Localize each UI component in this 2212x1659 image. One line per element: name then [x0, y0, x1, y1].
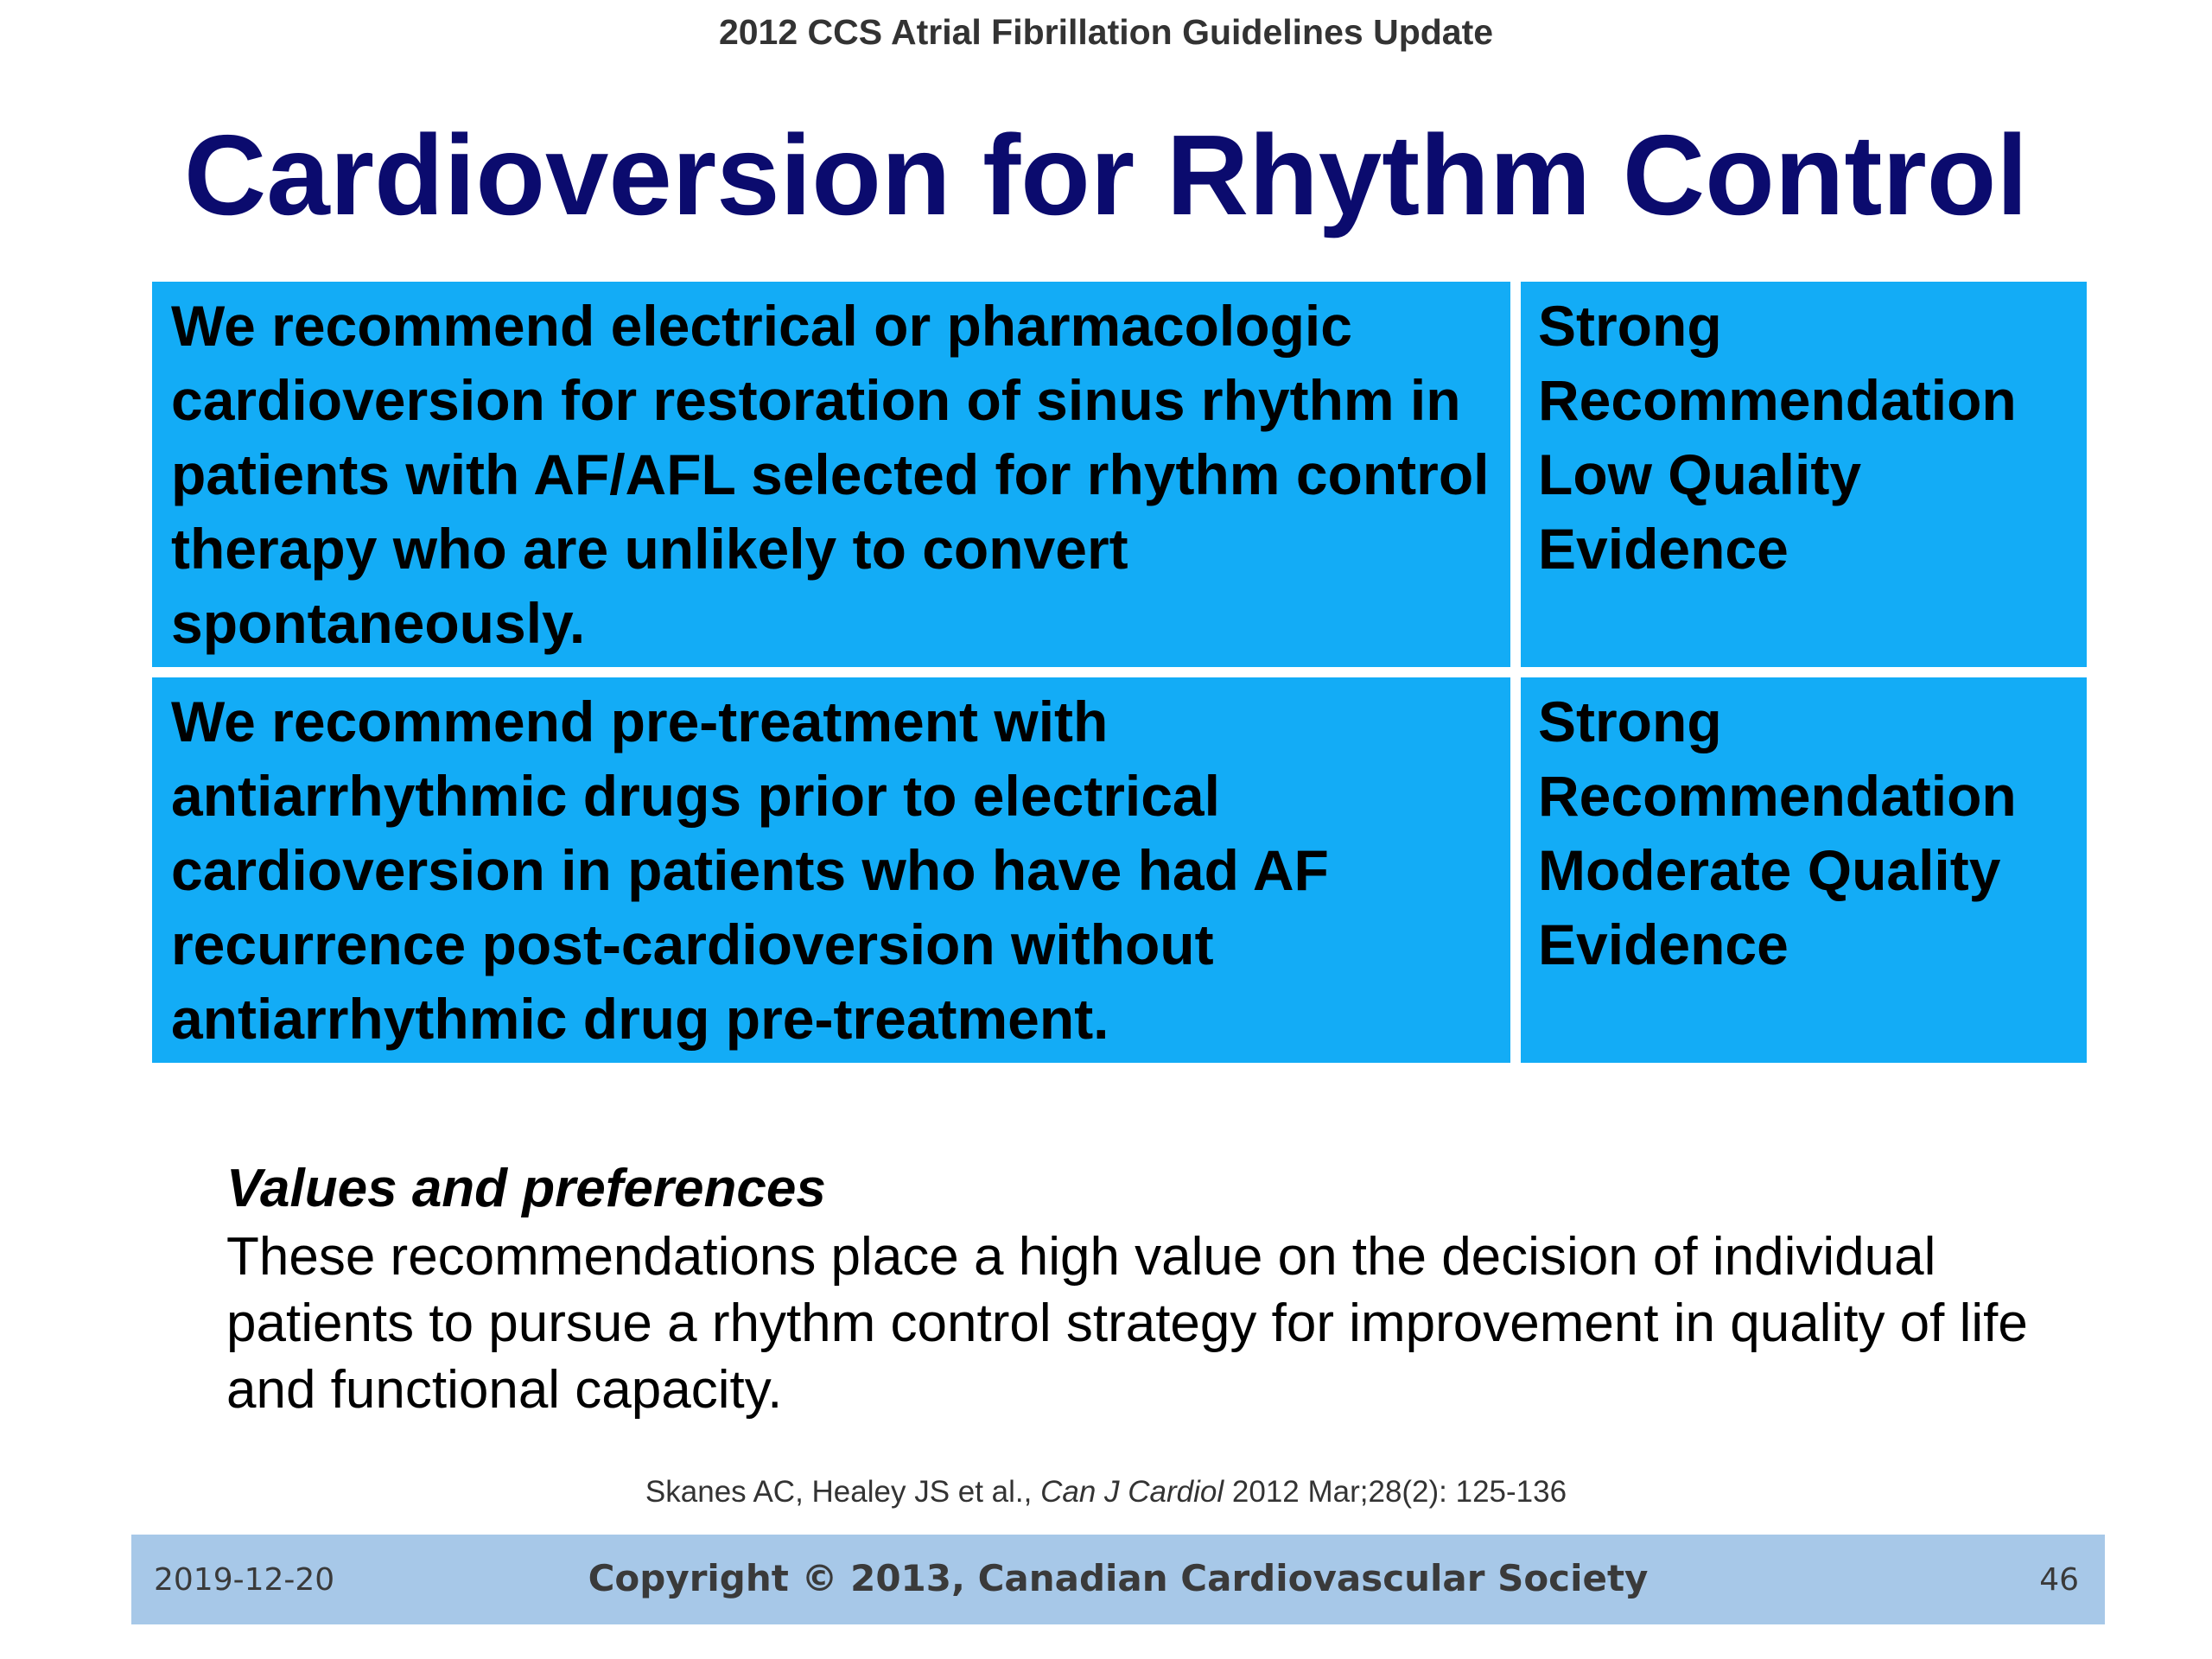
footer-bar — [131, 1535, 2105, 1624]
recommendation-text: We recommend electrical or pharmacologic cardioversion for restoration of sinus rhythm in patients with AF/AFL selected for rhythm control therapy who are unlikely to convert spontaneously. — [152, 282, 1510, 667]
recommendations-table — [152, 282, 2087, 1073]
recommendation-text: We recommend pre-treatment with antiarrhythmic drugs prior to electrical cardioversion in patients who have had AF recurrence post-cardioversion without antiarrhythmic drug pre-treatment. — [152, 677, 1510, 1063]
slide-header: 2012 CCS Atrial Fibrillation Guidelines Update — [718, 12, 1494, 52]
recommendation-grade — [1521, 282, 2087, 667]
recommendation-row — [152, 282, 2087, 667]
recommendation-row — [152, 677, 2087, 1063]
values-and-preferences — [226, 1154, 2093, 1423]
grade-quality: Low Quality — [1538, 442, 1862, 506]
page-number: 46 — [2039, 1562, 2079, 1598]
grade-strength-label: Recommendation — [1538, 764, 2017, 828]
citation-details: 2012 Mar;28(2): 125-136 — [1231, 1475, 1567, 1509]
grade-evidence-label: Evidence — [1538, 912, 1789, 976]
values-body: These recommendations place a high value on the decision of individual patients to pursue a rhythm control strategy for improvement in quality of life and functional capacity. — [226, 1227, 2028, 1420]
footer-date: 2019-12-20 — [154, 1562, 335, 1598]
citation — [0, 1475, 2212, 1510]
grade-quality: Moderate Quality — [1538, 838, 2001, 902]
grade-strength: Strong — [1538, 294, 1722, 358]
slide-title: Cardioversion for Rhythm Control — [183, 111, 2029, 238]
grade-strength-label: Recommendation — [1538, 368, 2017, 432]
values-heading: Values and preferences — [226, 1159, 826, 1218]
grade-evidence-label: Evidence — [1538, 517, 1789, 581]
footer-copyright: Copyright © 2013, Canadian Cardiovascular Society — [588, 1557, 1649, 1599]
citation-authors: Skanes AC, Healey JS et al., — [645, 1475, 1033, 1509]
recommendation-grade — [1521, 677, 2087, 1063]
citation-journal: Can J Cardiol — [1040, 1475, 1224, 1509]
grade-strength: Strong — [1538, 690, 1722, 753]
